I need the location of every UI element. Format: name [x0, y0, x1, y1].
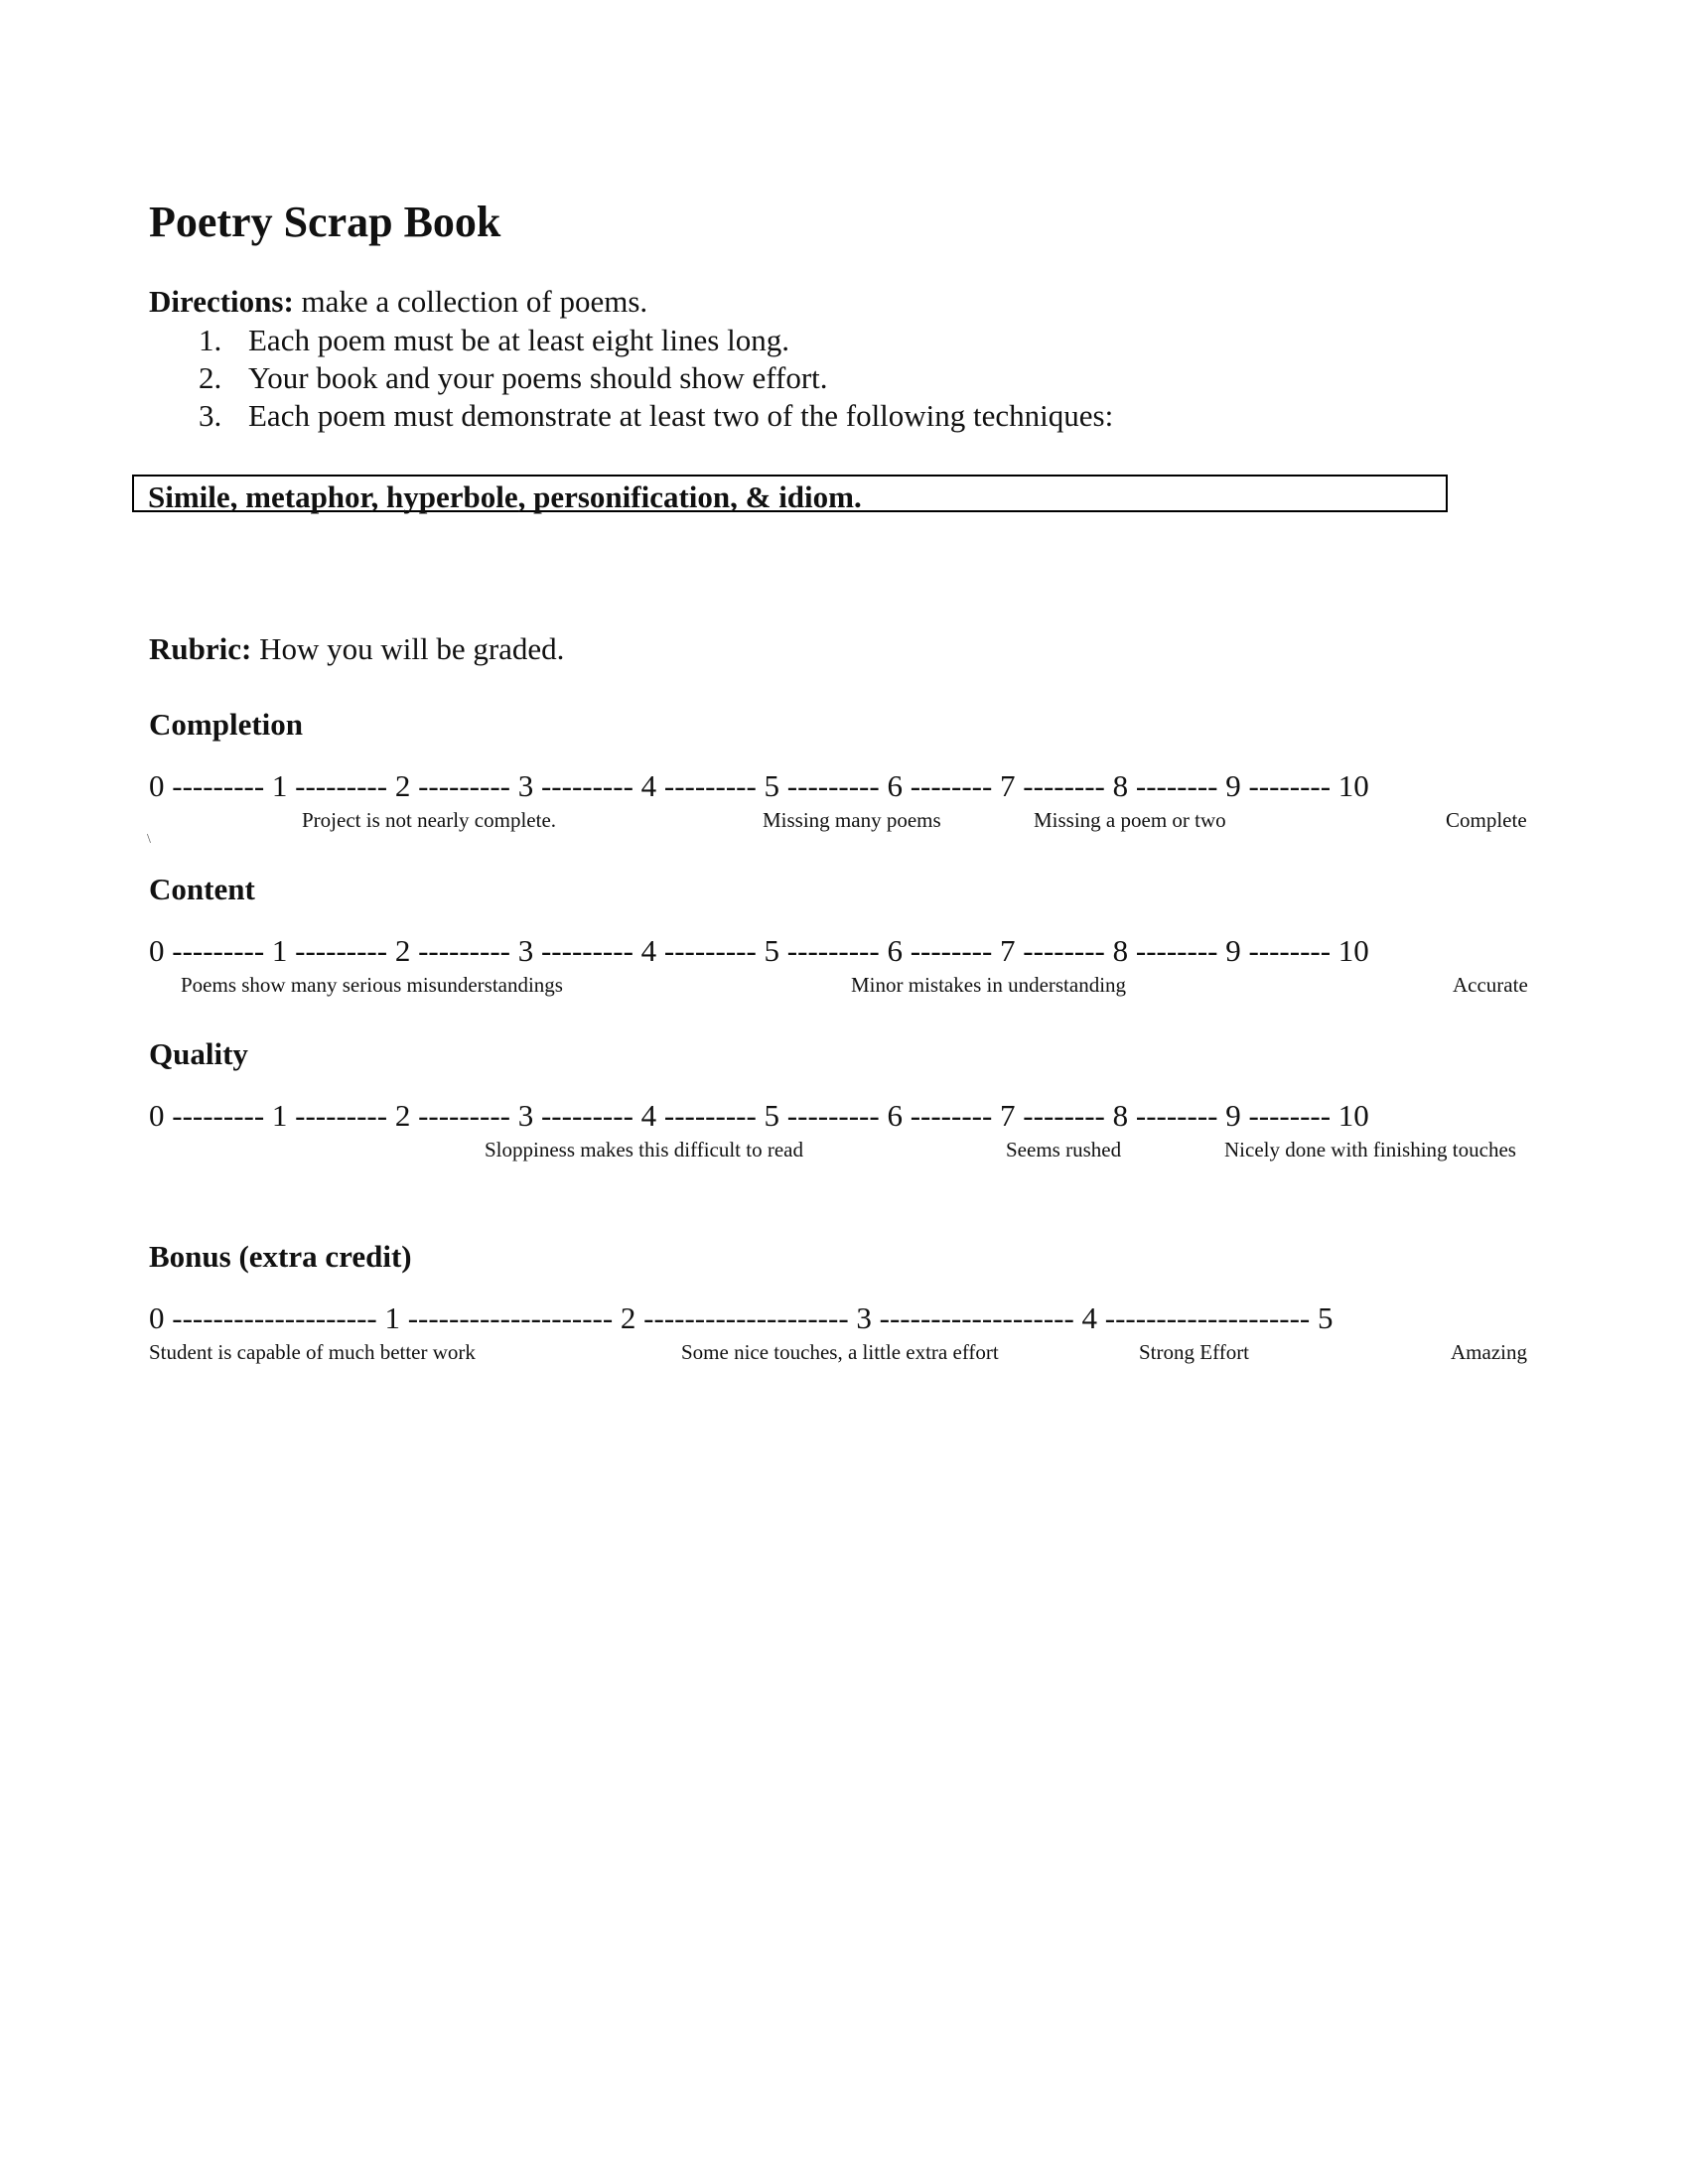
score-scale-content: 0 --------- 1 --------- 2 --------- 3 --------- 4 --------- 5 --------- 6 -------- 7 -------- 8 -------- 9 -------- 10: [149, 933, 1369, 968]
score-scale-bonus: 0 -------------------- 1 -------------------- 2 -------------------- 3 ------------------- 4 -------------------- 5: [149, 1300, 1334, 1335]
score-scale-completion: 0 --------- 1 --------- 2 --------- 3 --------- 4 --------- 5 --------- 6 -------- 7 -------- 8 -------- 9 -------- 10: [149, 768, 1369, 803]
section-title-bonus: Bonus (extra credit): [149, 1239, 412, 1274]
techniques-box: [132, 475, 1448, 512]
item-text: Your book and your poems should show effort.: [248, 360, 828, 395]
scale-label: Nicely done with finishing touches: [1224, 1138, 1516, 1161]
page-title: Poetry Scrap Book: [149, 198, 501, 246]
stray-mark: \: [147, 832, 151, 847]
rubric-label: Rubric:: [149, 631, 252, 666]
scale-label: Student is capable of much better work: [149, 1340, 476, 1364]
item-number: 1.: [199, 323, 222, 357]
scale-label: Some nice touches, a little extra effort: [681, 1340, 999, 1364]
item-text: Each poem must be at least eight lines long.: [248, 323, 789, 357]
scale-label: Missing a poem or two: [1034, 808, 1226, 832]
scale-label: Missing many poems: [763, 808, 941, 832]
scale-label: Project is not nearly complete.: [302, 808, 557, 832]
rubric-text: How you will be graded.: [251, 631, 565, 666]
directions-text: make a collection of poems.: [293, 284, 648, 319]
section-title-content: Content: [149, 872, 255, 906]
item-number: 3.: [199, 398, 222, 433]
section-title-quality: Quality: [149, 1036, 248, 1071]
item-text: Each poem must demonstrate at least two of the following techniques:: [248, 398, 1114, 433]
scale-label: Seems rushed: [1006, 1138, 1122, 1161]
scale-label: Minor mistakes in understanding: [851, 973, 1127, 997]
scale-label: Sloppiness makes this difficult to read: [485, 1138, 803, 1161]
directions-label: Directions:: [149, 284, 294, 319]
section-title-completion: Completion: [149, 707, 303, 742]
techniques-text: Simile, metaphor, hyperbole, personification, & idiom.: [148, 479, 862, 514]
scale-label: Accurate: [1453, 973, 1528, 997]
scale-label: Strong Effort: [1139, 1340, 1250, 1364]
scale-label: Poems show many serious misunderstandings: [181, 973, 563, 997]
item-number: 2.: [199, 360, 222, 395]
scale-label: Complete: [1446, 808, 1527, 832]
score-scale-quality: 0 --------- 1 --------- 2 --------- 3 --------- 4 --------- 5 --------- 6 -------- 7 -------- 8 -------- 9 -------- 10: [149, 1098, 1369, 1133]
scale-label: Amazing: [1451, 1340, 1527, 1364]
rubric-line: [149, 631, 564, 667]
directions-line: [149, 284, 647, 320]
